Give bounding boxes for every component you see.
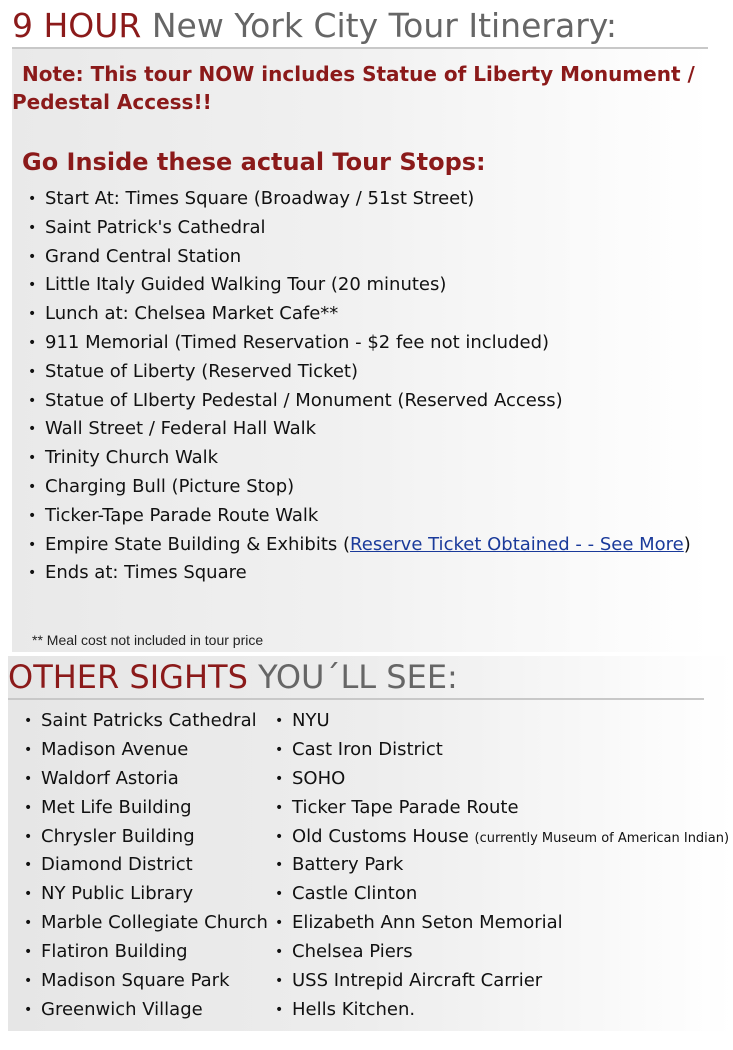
other-sights-highlight: OTHER SIGHTS — [8, 658, 248, 696]
bullet-icon: • — [24, 713, 33, 729]
bullet-icon: • — [275, 828, 284, 845]
sight-label: Chrysler Building — [41, 825, 195, 847]
sight-label: Marble Collegiate Church — [41, 912, 268, 934]
sight-label: Cast Iron District — [292, 738, 443, 760]
list-item — [24, 880, 268, 909]
reserve-ticket-link[interactable]: Reserve Ticket Obtained - - See More — [350, 533, 684, 555]
tour-stops-heading: Go Inside these actual Tour Stops: — [22, 148, 486, 176]
list-item — [275, 765, 729, 794]
title-divider — [12, 47, 708, 49]
bullet-icon: • — [28, 565, 37, 582]
sight-label: SOHO — [292, 767, 346, 789]
stop-label: Wall Street / Federal Hall Walk — [45, 418, 317, 440]
bullet-icon: • — [24, 886, 33, 903]
stop-label: Statue of LIberty Pedestal / Monument (Reserved Access) — [45, 389, 563, 411]
sight-label: Waldorf Astoria — [41, 767, 179, 789]
bullet-icon: • — [275, 915, 284, 932]
bullet-icon: • — [24, 1001, 33, 1018]
bullet-icon: • — [28, 450, 37, 467]
sight-label: Old Customs House — [292, 825, 469, 847]
list-item — [24, 736, 268, 765]
title-highlight: 9 HOUR — [12, 6, 142, 45]
sight-label: Madison Avenue — [41, 738, 189, 760]
list-item — [28, 271, 691, 300]
list-item — [28, 415, 691, 444]
list-item — [28, 300, 691, 329]
bullet-icon: • — [28, 478, 37, 495]
sight-label: NYU — [292, 710, 330, 731]
bullet-icon: • — [24, 944, 33, 961]
bullet-icon: • — [24, 828, 33, 845]
other-sights-rest: YOU´LL SEE: — [258, 658, 458, 696]
sights-column-2 — [275, 707, 729, 1025]
list-item — [275, 794, 729, 823]
list-item — [28, 502, 691, 531]
list-item — [275, 967, 729, 996]
sight-label: Chelsea Piers — [292, 941, 413, 963]
bullet-icon: • — [28, 536, 37, 553]
bullet-icon: • — [275, 886, 284, 903]
stop-label: Saint Patrick's Cathedral — [45, 216, 266, 238]
bullet-icon: • — [24, 915, 33, 932]
list-item — [28, 559, 691, 588]
list-item — [28, 329, 691, 358]
list-item — [24, 967, 268, 996]
bullet-icon: • — [24, 770, 33, 787]
stop-label: Statue of Liberty (Reserved Ticket) — [45, 360, 359, 382]
stop-label: Charging Bull (Picture Stop) — [45, 475, 295, 497]
sight-label: USS Intrepid Aircraft Carrier — [292, 970, 543, 992]
list-item — [275, 996, 729, 1025]
sight-label: NY Public Library — [41, 883, 194, 905]
list-item — [275, 880, 729, 909]
list-item — [28, 243, 691, 272]
other-sights-title — [8, 655, 458, 699]
bullet-icon: • — [28, 392, 37, 409]
bullet-icon: • — [28, 363, 37, 380]
stop-label: Ends at: Times Square — [45, 562, 247, 584]
sight-label: Met Life Building — [41, 796, 192, 818]
list-item — [275, 851, 729, 880]
list-item — [24, 707, 268, 736]
list-item — [24, 938, 268, 967]
stop-label: Empire State Building & Exhibits ( — [45, 533, 351, 555]
sight-label: Saint Patricks Cathedral — [41, 710, 257, 731]
bullet-icon: • — [275, 1001, 284, 1018]
list-item — [28, 358, 691, 387]
bullet-icon: • — [275, 770, 284, 787]
stop-label: Lunch at: Chelsea Market Cafe** — [45, 303, 339, 325]
stop-label: Grand Central Station — [45, 245, 242, 267]
list-item — [24, 851, 268, 880]
bullet-icon: • — [275, 741, 284, 758]
bullet-icon: • — [275, 944, 284, 961]
tour-note — [12, 60, 702, 116]
sights-column-1 — [24, 707, 268, 1025]
bullet-icon: • — [28, 334, 37, 351]
bullet-icon: • — [28, 277, 37, 294]
customs-house-note: (currently Museum of American Indian) — [474, 830, 730, 846]
bullet-icon: • — [28, 421, 37, 438]
list-item — [24, 765, 268, 794]
bullet-icon: • — [275, 799, 284, 816]
bullet-icon: • — [275, 857, 284, 874]
sight-label: Hells Kitchen. — [292, 998, 416, 1020]
sight-label: Battery Park — [292, 854, 404, 876]
bullet-icon: • — [28, 248, 37, 265]
bullet-icon: • — [28, 219, 37, 236]
list-item — [28, 185, 691, 214]
bullet-icon: • — [24, 857, 33, 874]
list-item — [24, 909, 268, 938]
stop-label: Start At: Times Square (Broadway / 51st Street) — [45, 188, 475, 209]
list-item — [28, 531, 691, 560]
bullet-icon: • — [24, 799, 33, 816]
sight-label: Diamond District — [41, 854, 193, 876]
sight-label: Madison Square Park — [41, 970, 230, 992]
tour-stops-list — [28, 185, 691, 588]
list-item — [275, 707, 729, 736]
list-item — [28, 444, 691, 473]
bullet-icon: • — [28, 306, 37, 323]
title-rest: New York City Tour Itinerary: — [151, 6, 618, 45]
sight-label: Castle Clinton — [292, 883, 418, 905]
list-item — [275, 938, 729, 967]
sight-label: Greenwich Village — [41, 998, 203, 1020]
tour-note-text: Note: This tour NOW includes Statue of Liberty Monument / Pedestal Access!! — [12, 62, 695, 114]
bullet-icon: • — [28, 507, 37, 524]
bullet-icon: • — [275, 713, 284, 729]
list-item — [275, 823, 729, 852]
stop-label: 911 Memorial (Timed Reservation - $2 fee not included) — [45, 331, 550, 353]
stop-label: Little Italy Guided Walking Tour (20 minutes) — [45, 274, 447, 296]
list-item — [275, 736, 729, 765]
sight-label: Flatiron Building — [41, 941, 188, 963]
meal-footnote: ** Meal cost not included in tour price — [32, 632, 264, 648]
stop-label: Ticker-Tape Parade Route Walk — [45, 504, 319, 526]
list-item — [24, 794, 268, 823]
list-item — [24, 823, 268, 852]
sight-label: Ticker Tape Parade Route — [292, 796, 519, 818]
bullet-icon: • — [24, 973, 33, 990]
stop-label: Trinity Church Walk — [45, 447, 219, 469]
list-item — [28, 214, 691, 243]
bullet-icon: • — [24, 741, 33, 758]
page-title — [12, 4, 617, 48]
other-sights-divider — [8, 698, 704, 700]
bullet-icon: • — [28, 191, 37, 207]
sight-label: Elizabeth Ann Seton Memorial — [292, 912, 563, 934]
stop-label-suffix: ) — [683, 533, 691, 555]
list-item — [275, 909, 729, 938]
list-item — [24, 996, 268, 1025]
list-item — [28, 473, 691, 502]
list-item — [28, 387, 691, 416]
bullet-icon: • — [275, 973, 284, 990]
